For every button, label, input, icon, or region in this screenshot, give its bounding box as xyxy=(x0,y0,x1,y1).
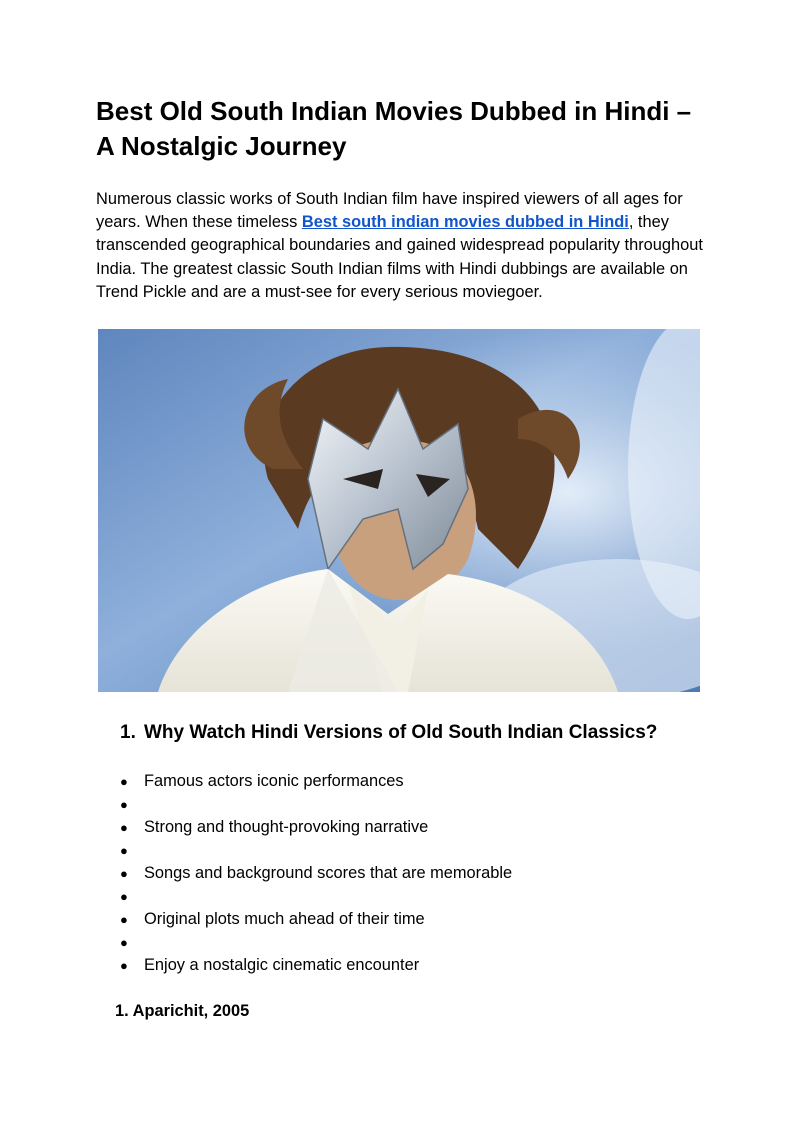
bullet-icon: ● xyxy=(120,935,128,950)
bullet-icon: ● xyxy=(120,820,128,835)
intro-paragraph xyxy=(96,188,706,304)
bullet-icon: ● xyxy=(120,866,128,881)
list-item-text: Original plots much ahead of their time xyxy=(144,910,425,928)
section-heading xyxy=(120,720,657,746)
section-heading-text: Why Watch Hindi Versions of Old South Indian Classics? xyxy=(144,722,658,743)
bullet-icon: ● xyxy=(120,797,128,812)
bullet-icon: ● xyxy=(120,889,128,904)
list-item-text: Famous actors iconic performances xyxy=(144,772,404,790)
article-title: Best Old South Indian Movies Dubbed in Hindi – A Nostalgic Journey xyxy=(96,96,692,161)
bullet-icon: ● xyxy=(120,912,128,927)
list-item xyxy=(120,793,512,816)
movie-subheading: 1. Aparichit, 2005 xyxy=(115,1002,250,1020)
section-number: 1. xyxy=(120,722,136,743)
reasons-list xyxy=(120,770,512,977)
list-item xyxy=(120,885,512,908)
list-item-text: Enjoy a nostalgic cinematic encounter xyxy=(144,956,420,974)
list-item xyxy=(120,931,512,954)
bullet-icon: ● xyxy=(120,774,128,789)
bullet-icon: ● xyxy=(120,958,128,973)
list-item xyxy=(120,908,512,931)
list-item-text: Songs and background scores that are memorable xyxy=(144,864,513,882)
list-item-text: Strong and thought-provoking narrative xyxy=(144,818,429,836)
list-item xyxy=(120,816,512,839)
bullet-icon: ● xyxy=(120,843,128,858)
list-item xyxy=(120,770,512,793)
hero-image xyxy=(98,329,700,692)
list-item xyxy=(120,862,512,885)
list-item xyxy=(120,954,512,977)
list-item xyxy=(120,839,512,862)
intro-text-before-link: Numerous classic works of South Indian film have inspired viewers of all ages for years. When these timeless xyxy=(96,190,683,232)
intro-text-after-link: , they transcended geographical boundaries and gained widespread popularity throughout India. The greatest classic South Indian films with Hindi dubbings are available on Trend Pickle and are a must-see for every serious moviegoer. xyxy=(96,213,703,301)
hindi-dubbed-movies-link[interactable]: Best south indian movies dubbed in Hindi xyxy=(301,213,629,232)
